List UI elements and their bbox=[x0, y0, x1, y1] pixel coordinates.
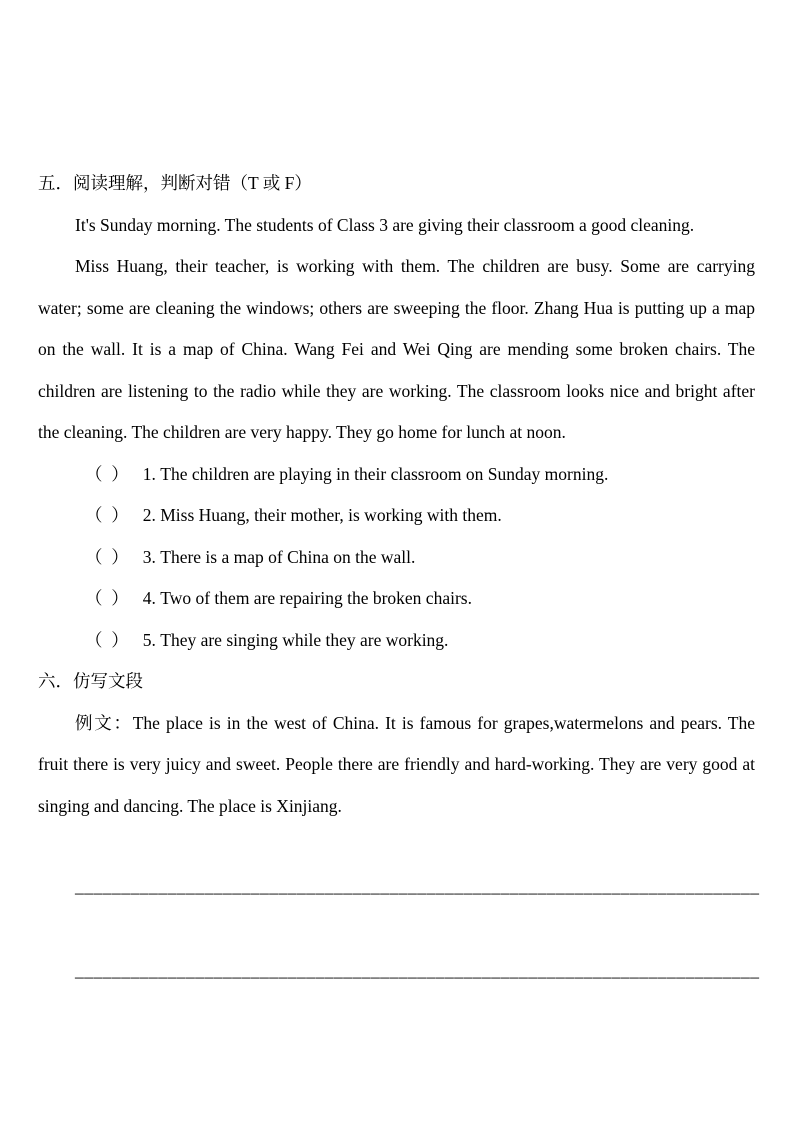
question-text: 3. There is a map of China on the wall. bbox=[142, 546, 416, 567]
answer-bracket: （ ） bbox=[85, 588, 129, 608]
question-row bbox=[38, 537, 755, 579]
answer-blank-line: __________________________________________________________________________ bbox=[75, 876, 760, 896]
question-row bbox=[38, 495, 755, 537]
question-text: 4. Two of them are repairing the broken chairs. bbox=[142, 588, 472, 608]
question-text: 1. The children are playing in their classroom on Sunday morning. bbox=[142, 463, 609, 484]
section5-paragraph-1: It's Sunday morning. The students of Class 3 are giving their classroom a good cleaning. bbox=[75, 214, 695, 235]
section5-heading: 五．阅读理解，判断对错（T 或 F） bbox=[38, 173, 312, 193]
section6-example-paragraph bbox=[38, 703, 755, 828]
question-text: 5. They are singing while they are working. bbox=[142, 629, 449, 650]
section6-heading: 六．仿写文段 bbox=[38, 671, 143, 691]
example-label: 例文： bbox=[75, 712, 133, 733]
answer-blank-line: __________________________________________________________________________ bbox=[75, 959, 760, 980]
example-text: The place is in the west of China. It is famous for grapes,watermelons and pears. The fruit there is very juicy and sweet. People there are friendly and hard-working. They are very good at singing and dancing. The place is Xinjiang. bbox=[38, 712, 756, 816]
answer-bracket: （ ） bbox=[85, 546, 129, 567]
answer-bracket: （ ） bbox=[85, 505, 129, 525]
section5-paragraph-2: Miss Huang, their teacher, is working with them. The children are busy. Some are carrying water; some are cleaning the windows; others are sweeping the floor. Zhang Hua is putting up a map on the wall. It is a map of China. Wang Fei and Wei Qing are mending some broken chairs. The children are listening to the radio while they are working. The classroom looks nice and bright after the cleaning. The children are very happy. They go home for lunch at noon. bbox=[38, 256, 755, 442]
question-row bbox=[38, 578, 755, 620]
question-text: 2. Miss Huang, their mother, is working with them. bbox=[142, 505, 502, 525]
answer-bracket: （ ） bbox=[85, 463, 129, 484]
section5-questions bbox=[38, 454, 755, 662]
question-row bbox=[38, 620, 755, 662]
answer-bracket: （ ） bbox=[85, 629, 129, 650]
question-row bbox=[38, 454, 755, 496]
